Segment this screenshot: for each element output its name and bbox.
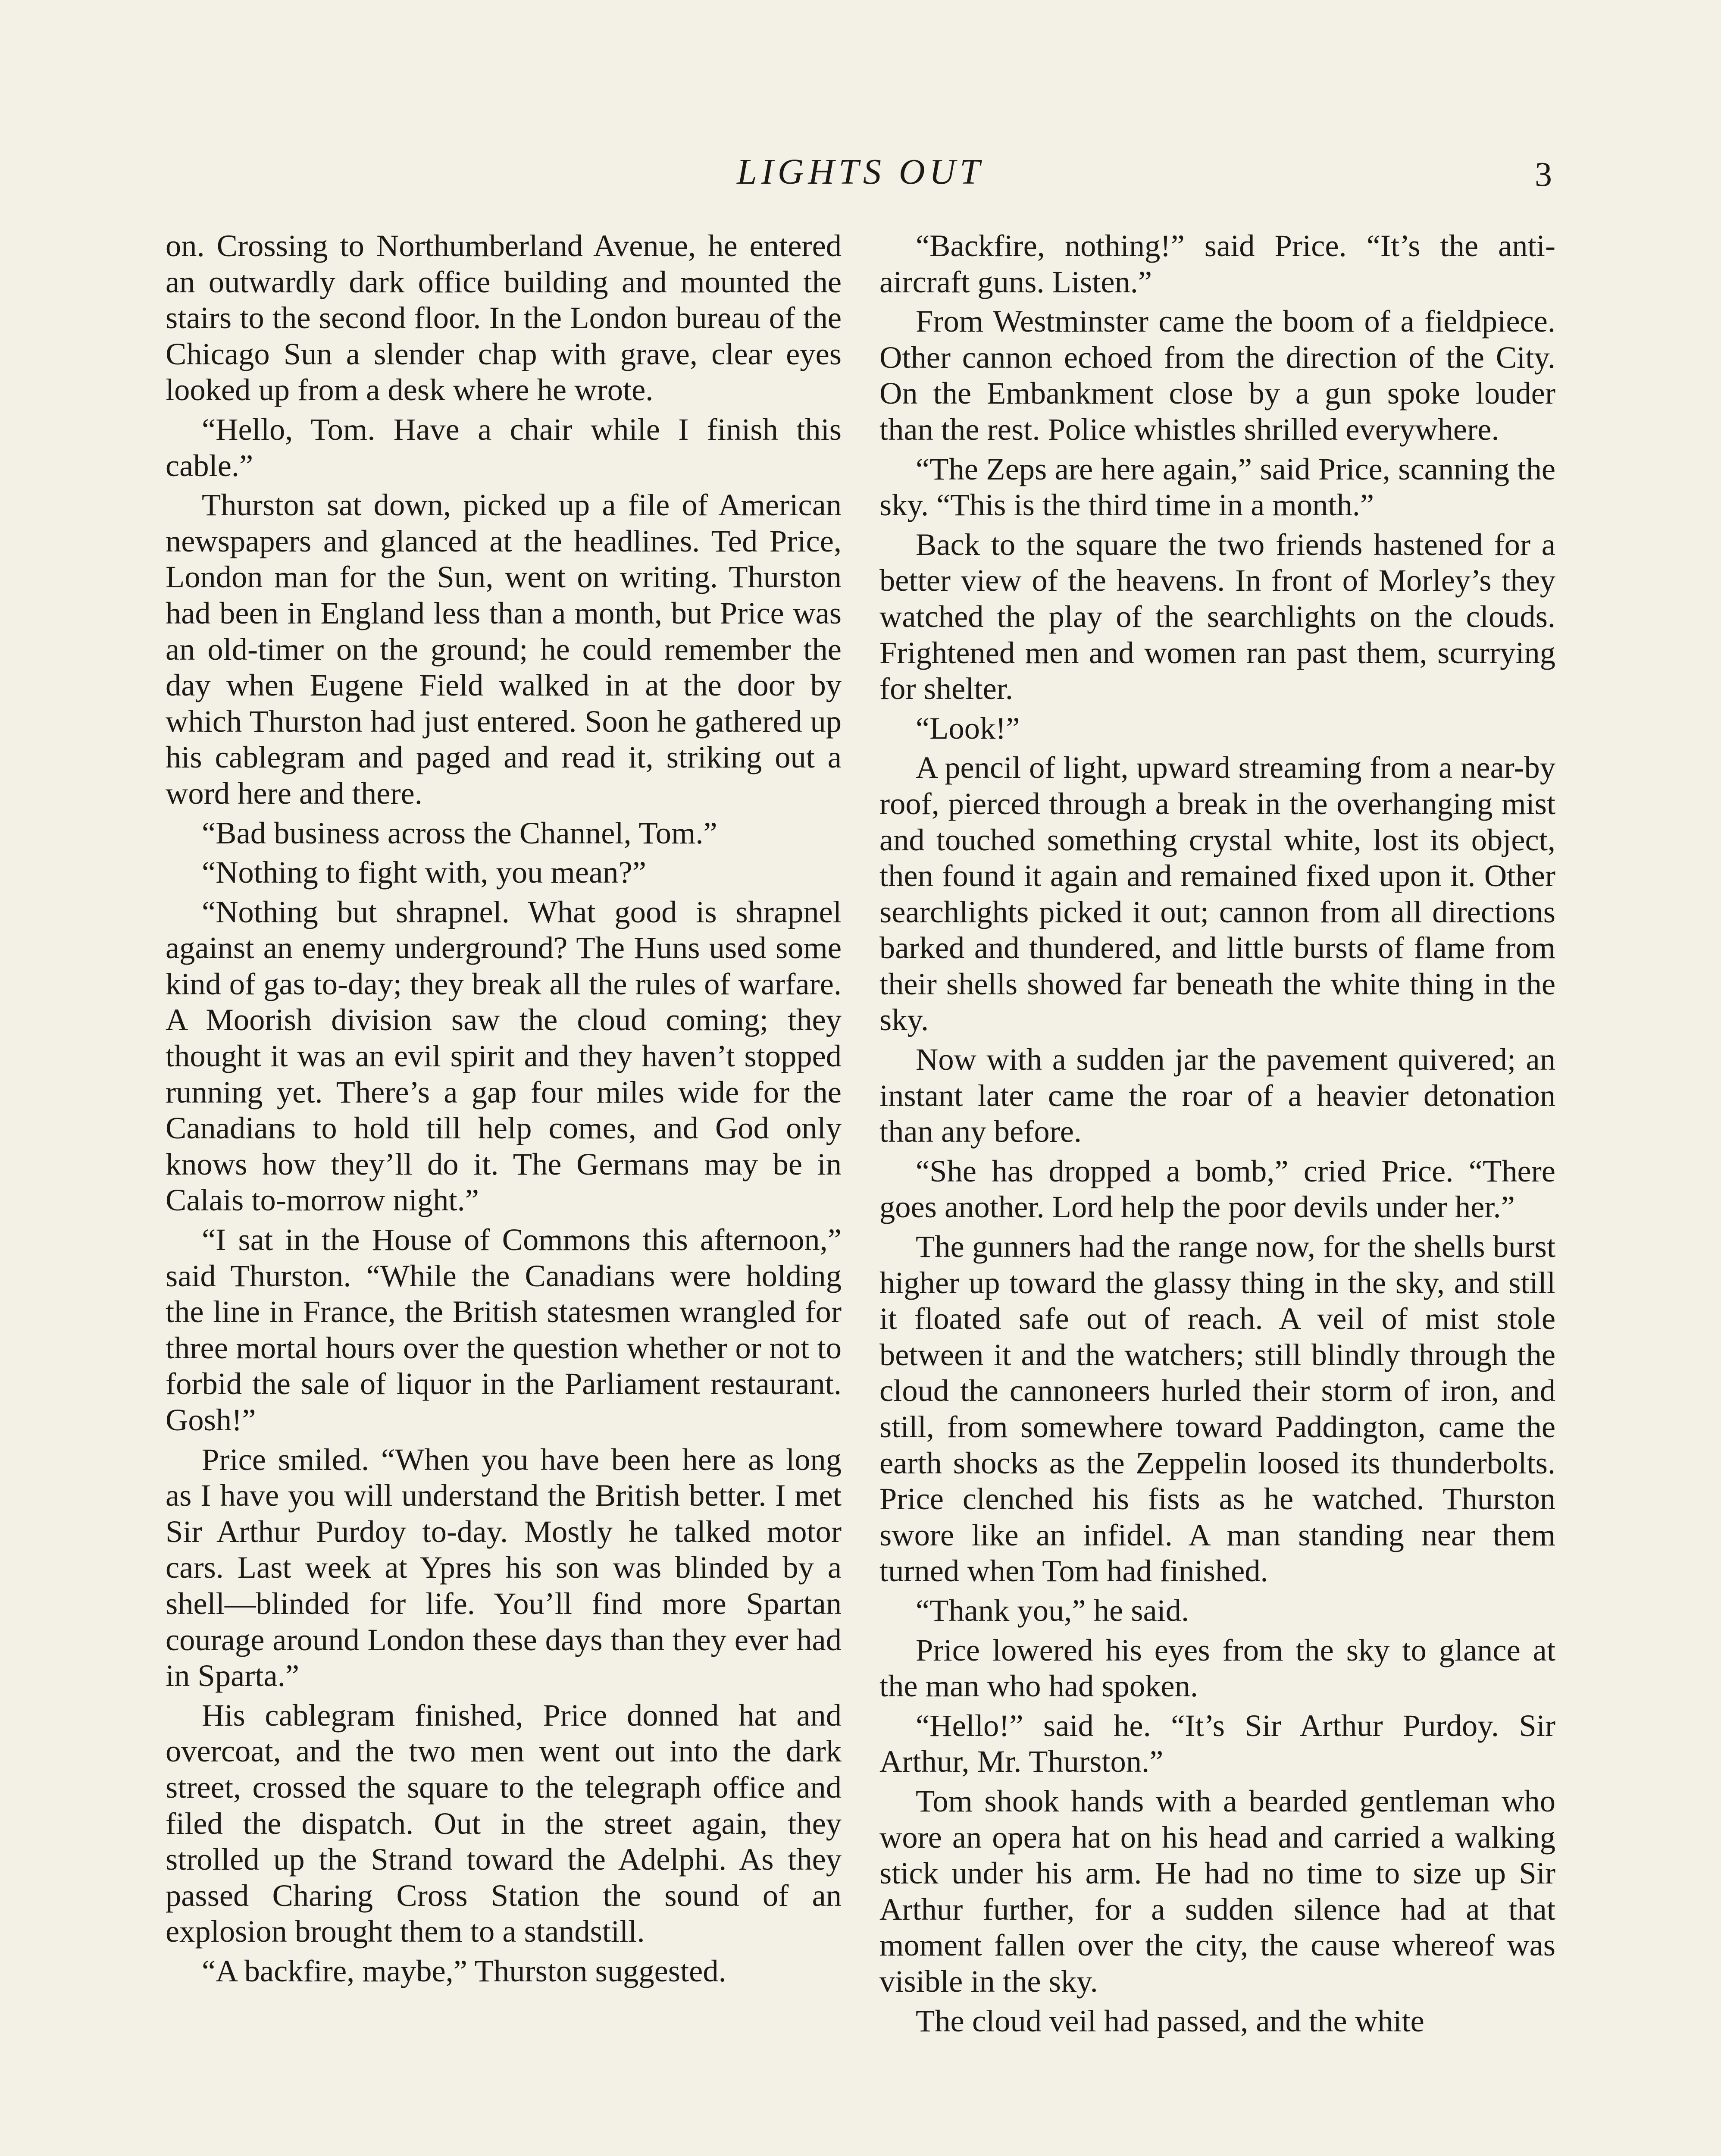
running-title: LIGHTS OUT: [737, 152, 984, 192]
paragraph: “I sat in the House of Commons this afternoon,” said Thurston. “While the Canadians were holding the line in France, the British statesmen wrangled for three mortal hours over the question whether or not to forbid the sale of liquor in the Parliament restaurant. Gosh!”: [166, 1222, 842, 1437]
paragraph: From Westminster came the boom of a fieldpiece. Other cannon echoed from the direction of the City. On the Embankment close by a gun spoke louder than the rest. Police whistles shrilled everywhere.: [879, 304, 1555, 447]
paragraph: Back to the square the two friends hastened for a better view of the heavens. In front of Morley’s they watched the play of the searchlights on the clouds. Frightened men and women ran past them, scurrying for shelter.: [879, 526, 1555, 706]
paragraph: “Hello!” said he. “It’s Sir Arthur Purdoy. Sir Arthur, Mr. Thurston.”: [879, 1708, 1555, 1779]
paragraph: A pencil of light, upward streaming from a near-by roof, pierced through a break in the overhanging mist and touched something crystal white, lost its object, then found it again and remained fixed upon it. Other searchlights picked it out; cannon from all directions barked and thundered, and little bursts of flame from their shells showed far beneath the white thing in the sky.: [879, 750, 1555, 1037]
paragraph: Price lowered his eyes from the sky to glance at the man who had spoken.: [879, 1632, 1555, 1704]
paragraph: “Nothing to fight with, you mean?”: [202, 855, 646, 890]
paragraph: “Bad business across the Channel, Tom.”: [202, 815, 717, 850]
paragraph: Thurston sat down, picked up a file of American newspapers and glanced at the headlines. Ted Price, London man for the Sun, went on writing. Thurston had been in England less than a month, but Price was an old-timer on the ground; he could remember the day when Eugene Field walked in at the door by which Thurston had just entered. Soon he gathered up his cablegram and paged and read it, striking out a word here and there.: [166, 487, 842, 811]
paragraph: Price smiled. “When you have been here as long as I have you will understand the British better. I met Sir Arthur Purdoy to-day. Mostly he talked motor cars. Last week at Ypres his son was blinded by a shell—blinded for life. You’ll find more Spartan courage around London these days than they ever had in Sparta.”: [166, 1442, 842, 1693]
paragraph: “She has dropped a bomb,” cried Price. “There goes another. Lord help the poor devils under her.”: [879, 1153, 1555, 1225]
paragraph: The cloud veil had passed, and the white: [916, 2003, 1424, 2038]
paragraph: “Look!”: [916, 710, 1020, 746]
paragraph: The gunners had the range now, for the shells burst higher up toward the glassy thing in the sky, and still it floated safe out of reach. A veil of mist stole between it and the watchers; still blindly through the cloud the cannoneers hurled their storm of iron, and still, from somewhere toward Paddington, came the earth shocks as the Zeppelin loosed its thunderbolts. Price clenched his fists as he watched. Thurston swore like an infidel. A man standing near them turned when Tom had finished.: [879, 1229, 1555, 1589]
paragraph: “A backfire, maybe,” Thurston suggested.: [202, 1953, 726, 1988]
paragraph: Tom shook hands with a bearded gentleman who wore an opera hat on his head and carried a walking stick under his arm. He had no time to size up Sir Arthur further, for a sudden silence had at that moment fallen over the city, the cause whereof was visible in the sky.: [879, 1783, 1555, 1999]
paragraph: “Nothing but shrapnel. What good is shrapnel against an enemy underground? The Huns used some kind of gas to-day; they break all the rules of warfare. A Moorish division saw the cloud coming; they thought it was an evil spirit and they haven’t stopped running yet. There’s a gap four miles wide for the Canadians to hold till help comes, and God only knows how they’ll do it. The Germans may be in Calais to-morrow night.”: [166, 894, 842, 1218]
paragraph: “The Zeps are here again,” said Price, scanning the sky. “This is the third time in a month.”: [879, 451, 1555, 523]
paragraph: His cablegram finished, Price donned hat and overcoat, and the two men went out into the dark street, crossed the square to the telegraph office and filed the dispatch. Out in the street again, they strolled up the Strand toward the Adelphi. As they passed Charing Cross Station the sound of an explosion brought them to a standstill.: [166, 1697, 842, 1949]
page-number: 3: [1535, 156, 1552, 194]
right-column: [879, 228, 1555, 2042]
paragraph: “Thank you,” he said.: [916, 1592, 1189, 1628]
paragraph: on. Crossing to Northumberland Avenue, he entered an outwardly dark office building and mounted the stairs to the second floor. In the London bureau of the Chicago Sun a slender chap with grave, clear eyes looked up from a desk where he wrote.: [166, 228, 842, 407]
left-column: [166, 228, 842, 1993]
paragraph: “Hello, Tom. Have a chair while I finish this cable.”: [166, 411, 842, 483]
paragraph: “Backfire, nothing!” said Price. “It’s the anti-aircraft guns. Listen.”: [879, 228, 1555, 299]
paragraph: Now with a sudden jar the pavement quivered; an instant later came the roar of a heavier detonation than any before.: [879, 1042, 1555, 1149]
